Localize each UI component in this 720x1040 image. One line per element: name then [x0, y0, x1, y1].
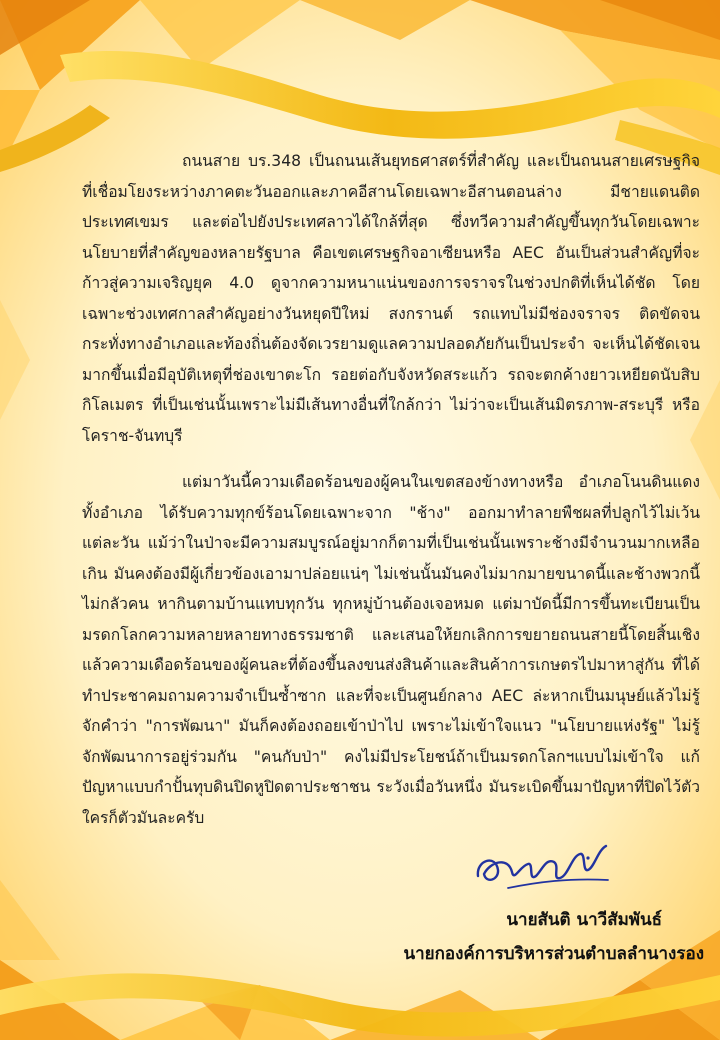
- signer-title: นายกองค์การบริหารส่วนตำบลลำนางรอง: [403, 944, 704, 964]
- paragraph-elephant-problem: แต่มาวันนี้ความเดือดร้อนของผู้คนในเขตสองข้างทางหรือ อำเภอโนนดินแดงทั้งอำเภอ ได้รับความทุกข์ร้อนโดยเฉพาะจาก "ช้าง" ออกมาทำลายพืชผลที่ปลูกไว้ไม่เว้นแต่ละวัน แม้ว่าในป่าจะมีความสมบูรณ์อยู่มากก็ตามที่เป็นเช่นนั้นเพราะช้างมีจำนวนมากเหลือเกิน มันคงต้องมีผู้เกี่ยวข้องเอามาปล่อยแน่ๆ ไม่เช่นนั้นมันคงไม่มากมายขนาดนี้และช้างพวกนี้ไม่กลัวคน หากินตามบ้านแทบทุกวัน ทุกหมู่บ้านต้องเจอหมด แต่มาบัดนี้มีการขึ้นทะเบียนเป็นมรดกโลกความหลายหลายทางธรรมชาติ และเสนอให้ยกเลิกการขยายถนนสายนี้โดยสิ้นเชิง แล้วความเดือดร้อนของผู้คนละที่ต้องขึ้นลงขนส่งสินค้าและสินค้าการเกษตรไปมาหาสู่กัน ที่ได้ทำประชาคมถามความจำเป็นซ้ำซาก และที่จะเป็นศูนย์กลาง AEC ล่ะหากเป็นมนุษย์แล้วไม่รู้จักคำว่า "การพัฒนา" มันก็คงต้องถอยเข้าป่าไป เพราะไม่เข้าใจแนว "นโยบายแห่งรัฐ" ไม่รู้จักพัฒนาการอยู่ร่วมกัน "คนกับป่า" คงไม่มีประโยชน์ถ้าเป็นมรดกโลกฯแบบไม่เข้าใจ แก้ปัญหาแบบกำปั้นทุบดินปิดหูปิดตาประชาชน ระวังเมื่อวันหนึ่ง มันระเบิดขึ้นมาปัญหาที่ปิดไว้ตัวใครก็ตัวมันละครับ: [82, 473, 700, 827]
- signer-name: นายสันติ นาวีสัมพันธ์: [506, 910, 662, 930]
- paragraph-road-importance: ถนนสาย บร.348 เป็นถนนเส้นยุทธศาสตร์ที่สำคัญ และเป็นถนนสายเศรษฐกิจที่เชื่อมโยงระหว่างภาคตะวันออกและภาคอีสานโดยเฉพาะอีสานตอนล่าง มีชายแดนติดประเทศเขมร และต่อไปยังประเทศลาวได้ใกล้ที่สุด ซึ่งทวีความสำคัญขึ้นทุกวันโดยเฉพาะนโยบายที่สำคัญของหลายรัฐบาล คือเขตเศรษฐกิจอาเซียนหรือ AEC อันเป็นส่วนสำคัญที่จะก้าวสู่ความเจริญยุค 4.0 ดูจากความหนาแน่นของการจราจรในช่วงปกติที่เห็นได้ชัด โดยเฉพาะช่วงเทศกาลสำคัญอย่างวันหยุดปีใหม่ สงกรานต์ รถแทบไม่มีช่องจราจร ติดขัดจนกระทั่งทางอำเภอและท้องถิ่นต้องจัดเวรยามดูแลความปลอดภัยกันเป็นประจำ จะเห็นได้ชัดเจนมากขึ้นเมื่อมีอุบัติเหตุที่ช่องเขาตะโก รอยต่อกับจังหวัดสระแก้ว รถจะตกค้างยาวเหยียดนับสิบกิโลเมตร ที่เป็นเช่นนั้นเพราะไม่มีเส้นทางอื่นที่ใกล้กว่า ไม่ว่าจะเป็นเส้นมิตรภาพ-สระบุรี หรือโคราช-จันทบุรี: [82, 152, 700, 445]
- letter-body: [82, 146, 700, 833]
- handwritten-signature: [468, 836, 618, 902]
